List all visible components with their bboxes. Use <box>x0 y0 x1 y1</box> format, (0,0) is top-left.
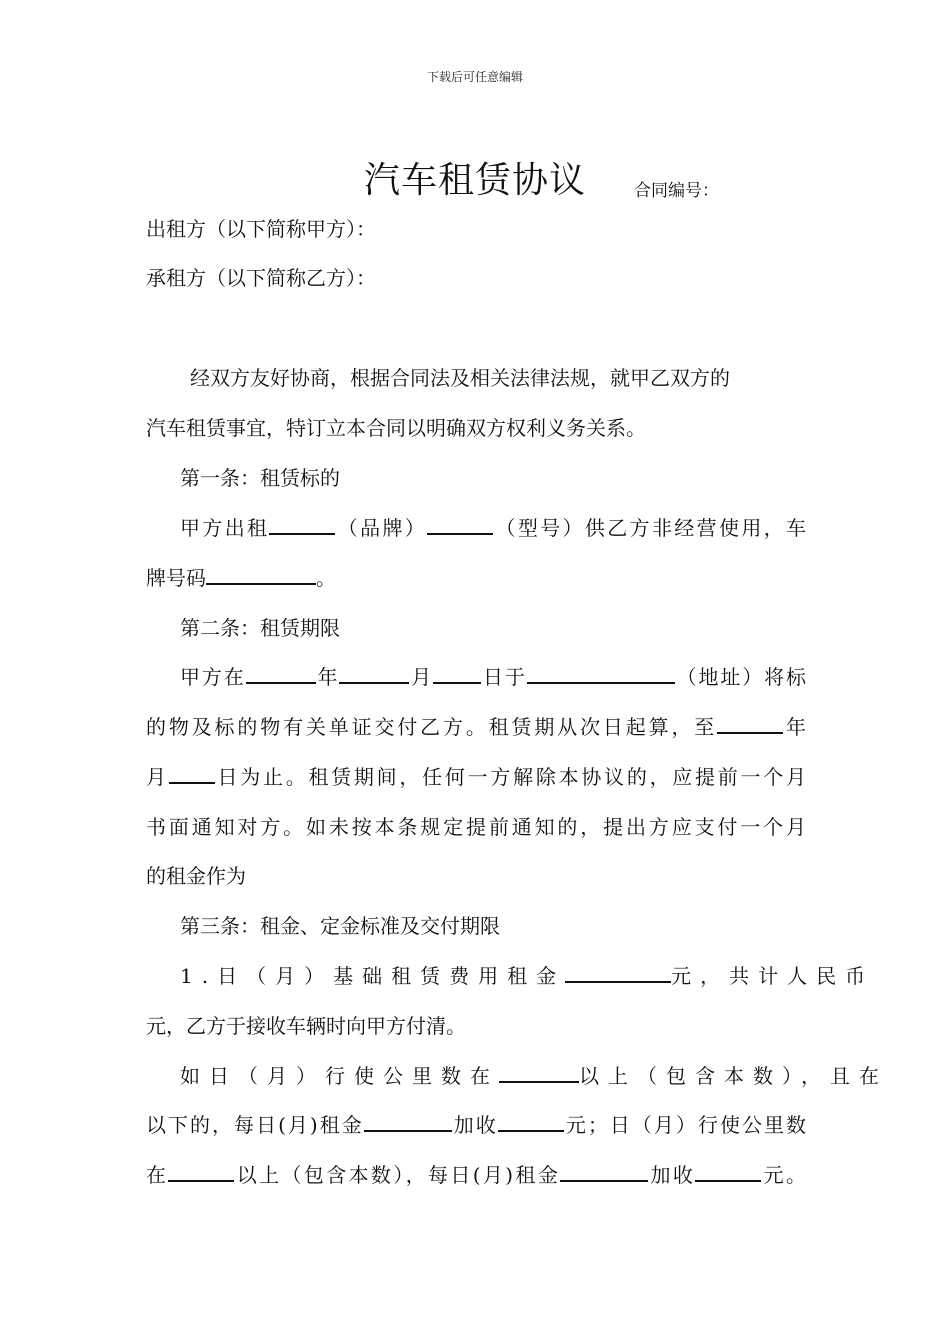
text: 年 <box>783 715 807 739</box>
text: （地址）将标 <box>674 665 806 689</box>
text: 在 <box>146 1163 169 1187</box>
article-2-line-3 <box>146 761 806 790</box>
text: 甲方在 <box>180 665 246 689</box>
article-3-para-1-line-2: 元，乙方于接收车辆时向甲方付清。 <box>146 1014 466 1038</box>
text: 月 <box>146 765 169 789</box>
article-3-para-2-line-3 <box>146 1159 806 1188</box>
blank-rent-2[interactable] <box>560 1160 648 1182</box>
blank-base-rent[interactable] <box>565 961 671 983</box>
text: （品牌） <box>335 516 428 540</box>
text: 元。 <box>761 1163 807 1187</box>
text: 1.日（月）基础租赁费用租金 <box>180 964 566 988</box>
text: 以下的，每日(月)租金 <box>146 1113 364 1137</box>
text: 加收 <box>648 1163 696 1187</box>
blank-rent-1[interactable] <box>364 1110 452 1132</box>
header-note: 下载后可任意编辑 <box>426 70 523 84</box>
article-2-line-2 <box>146 711 806 740</box>
blank-model[interactable] <box>427 513 493 535</box>
intro-line-2: 汽车租赁事宜，特订立本合同以明确双方权利义务关系。 <box>146 416 646 440</box>
article-1-line-2 <box>146 562 806 591</box>
intro-line-1: 经双方友好协商，根据合同法及相关法律法规，就甲乙双方的 <box>190 366 730 390</box>
blank-day[interactable] <box>433 662 481 684</box>
blank-brand[interactable] <box>269 513 335 535</box>
blank-address[interactable] <box>527 662 675 684</box>
article-2-line-1 <box>180 661 806 690</box>
text: 日于 <box>481 665 527 689</box>
text: 月 <box>409 665 434 689</box>
blank-year[interactable] <box>246 662 316 684</box>
text: 。 <box>316 566 336 590</box>
text: 日为止。租赁期间，任何一方解除本协议的，应提前一个月 <box>214 765 807 789</box>
blank-end-year[interactable] <box>717 712 783 734</box>
article-3-para-2-line-1 <box>180 1060 888 1089</box>
blank-month[interactable] <box>339 662 409 684</box>
text: 元；日（月）行使公里数 <box>563 1113 806 1137</box>
article-2-line-5: 的租金作为 <box>146 864 246 888</box>
article-1-title: 第一条：租赁标的 <box>180 466 340 490</box>
contract-number-label: 合同编号： <box>634 181 719 201</box>
article-2-line-4: 书面通知对方。如未按本条规定提前通知的，提出方应支付一个月 <box>146 815 806 839</box>
blank-surcharge-1[interactable] <box>498 1110 564 1132</box>
text: 年 <box>315 665 340 689</box>
text: 牌号码 <box>146 566 206 590</box>
blank-km-threshold-2[interactable] <box>168 1160 234 1182</box>
article-3-title: 第三条：租金、定金标准及交付期限 <box>180 914 500 938</box>
text: 元，共计人民币 <box>671 964 875 988</box>
article-2-title: 第二条：租赁期限 <box>180 616 340 640</box>
blank-plate-number[interactable] <box>206 563 316 585</box>
article-3-para-1-line-1 <box>180 960 875 989</box>
text: 甲方出租 <box>180 516 270 540</box>
article-1-line-1 <box>180 512 806 541</box>
text: （型号）供乙方非经营使用，车 <box>493 516 807 540</box>
lessee-line: 承租方（以下简称乙方）： <box>146 266 376 290</box>
text: 的物及标的物有关单证交付乙方。租赁期从次日起算，至 <box>146 715 718 739</box>
text: 如日（月）行使公里数在 <box>180 1064 499 1088</box>
lessor-line: 出租方（以下简称甲方）： <box>146 217 376 241</box>
text: 加收 <box>451 1113 498 1137</box>
blank-km-threshold-1[interactable] <box>499 1061 579 1083</box>
blank-end-month[interactable] <box>169 762 215 784</box>
text: 以上（包含本数），每日(月)租金 <box>234 1163 561 1187</box>
text: 以上（包含本数），且在 <box>579 1064 888 1088</box>
article-3-para-2-line-2 <box>146 1109 806 1138</box>
blank-surcharge-2[interactable] <box>695 1160 761 1182</box>
document-title: 汽车租赁协议 <box>363 160 586 202</box>
